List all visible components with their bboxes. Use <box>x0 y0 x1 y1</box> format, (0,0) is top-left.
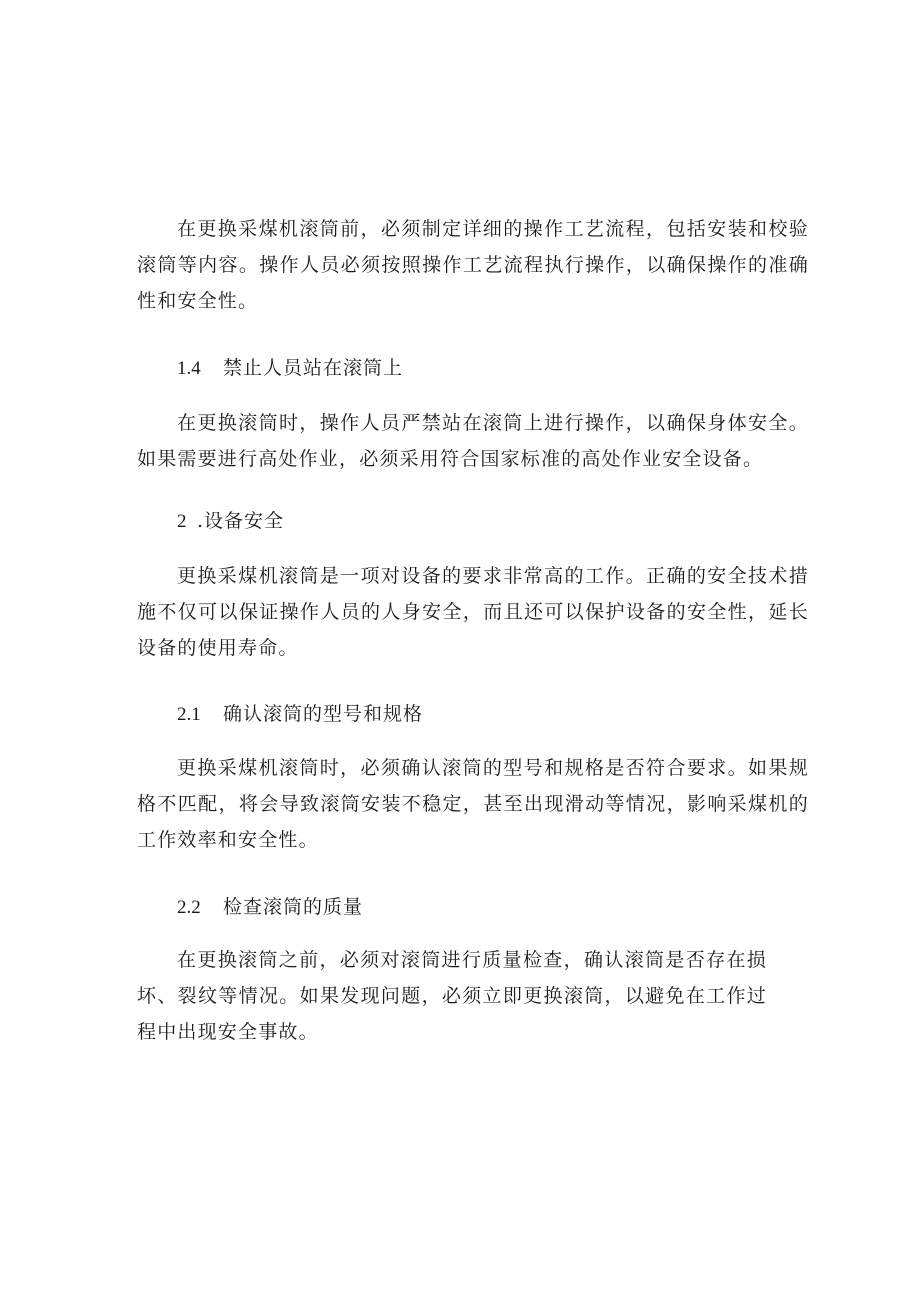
heading-title: 确认滚筒的型号和规格 <box>223 703 424 725</box>
paragraph-no-standing <box>137 405 809 477</box>
heading-2-1 <box>137 696 809 733</box>
heading-number: 2.2 <box>177 897 201 918</box>
heading-2-2 <box>137 889 809 926</box>
paragraph-check-quality <box>137 942 809 1050</box>
heading-title: 检查滚筒的质量 <box>223 896 364 918</box>
paragraph-text: 在更换滚筒之前，必须对滚筒进行质量检查，确认滚筒是否存在损坏、裂纹等情况。如果发现问题，必须立即更换滚筒，以避免在工作过程中出现安全事故。 <box>137 949 767 1043</box>
paragraph-text: 更换采煤机滚筒时，必须确认滚筒的型号和规格是否符合要求。如果规格不匹配，将会导致滚筒安装不稳定，甚至出现滑动等情况，影响采煤机的工作效率和安全性。 <box>137 757 809 851</box>
paragraph-operation-process <box>137 211 809 319</box>
heading-2 <box>137 503 809 540</box>
heading-number: 1.4 <box>177 358 201 379</box>
heading-1-4 <box>137 350 809 387</box>
paragraph-text: 在更换采煤机滚筒前，必须制定详细的操作工艺流程，包括安装和校验滚筒等内容。操作人员必须按照操作工艺流程执行操作，以确保操作的准确性和安全性。 <box>137 218 809 312</box>
heading-title: 禁止人员站在滚筒上 <box>223 357 404 379</box>
heading-number: 2 <box>177 511 187 532</box>
paragraph-text: 在更换滚筒时，操作人员严禁站在滚筒上进行操作，以确保身体安全。如果需要进行高处作业，必须采用符合国家标准的高处作业安全设备。 <box>137 412 809 470</box>
paragraph-equipment-safety <box>137 558 809 666</box>
heading-title: .设备安全 <box>197 510 285 532</box>
heading-number: 2.1 <box>177 704 201 725</box>
paragraph-text: 更换采煤机滚筒是一项对设备的要求非常高的工作。正确的安全技术措施不仅可以保证操作人员的人身安全，而且还可以保护设备的安全性，延长设备的使用寿命。 <box>137 565 809 659</box>
paragraph-confirm-model <box>137 750 809 858</box>
